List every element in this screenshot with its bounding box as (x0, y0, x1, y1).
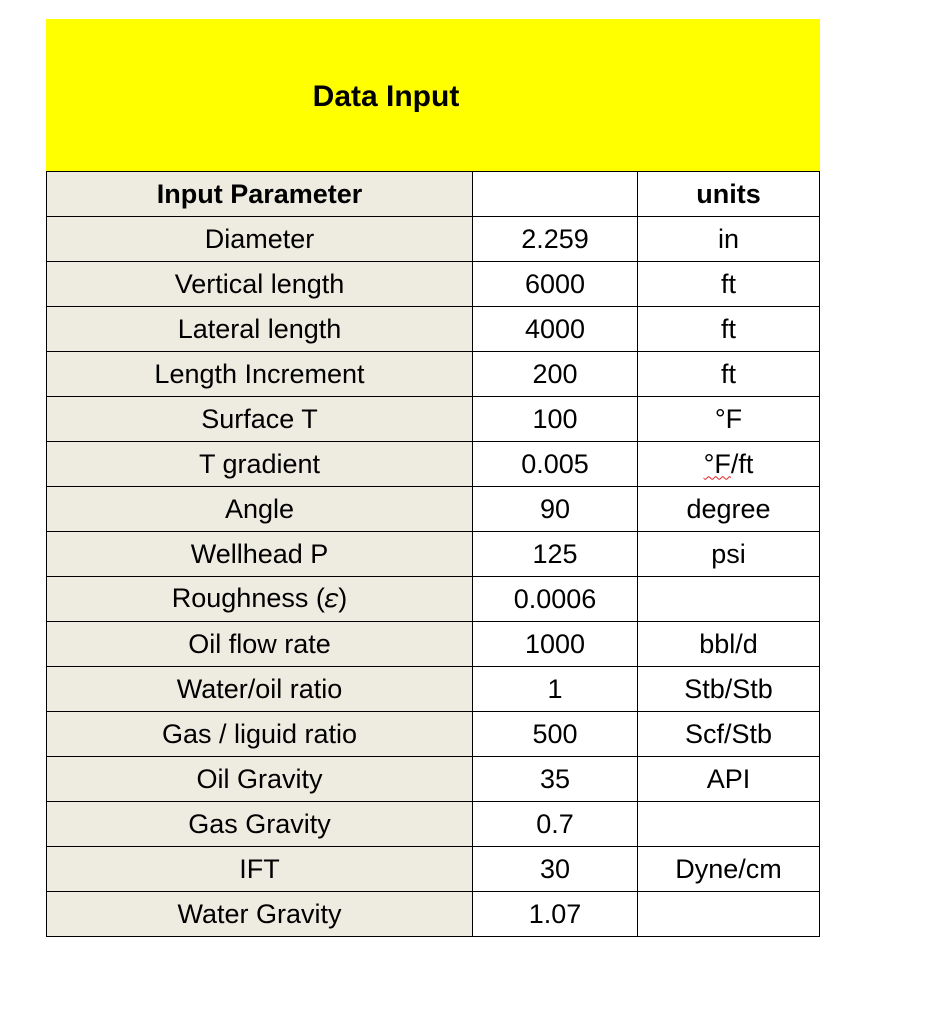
value-cell[interactable]: 100 (473, 397, 638, 442)
column-header-units[interactable]: units (638, 172, 820, 217)
units-cell[interactable]: Stb/Stb (638, 667, 820, 712)
parameter-cell[interactable]: Diameter (47, 217, 473, 262)
table-row (47, 802, 820, 847)
parameter-cell[interactable]: Gas Gravity (47, 802, 473, 847)
parameter-cell[interactable]: T gradient (47, 442, 473, 487)
value-cell[interactable]: 0.7 (473, 802, 638, 847)
table-row (47, 847, 820, 892)
value-cell[interactable]: 30 (473, 847, 638, 892)
table-row (47, 397, 820, 442)
units-cell[interactable] (638, 577, 820, 622)
table-row (47, 442, 820, 487)
parameter-cell[interactable]: Gas / liguid ratio (47, 712, 473, 757)
units-cell[interactable]: psi (638, 532, 820, 577)
parameter-cell[interactable]: Water Gravity (47, 892, 473, 937)
value-cell[interactable]: 6000 (473, 262, 638, 307)
units-cell[interactable] (638, 892, 820, 937)
value-cell[interactable]: 0.005 (473, 442, 638, 487)
units-cell[interactable]: in (638, 217, 820, 262)
parameter-cell[interactable]: Wellhead P (47, 532, 473, 577)
parameter-cell[interactable]: Angle (47, 487, 473, 532)
parameter-cell[interactable]: Oil Gravity (47, 757, 473, 802)
table-row (47, 262, 820, 307)
value-cell[interactable]: 1.07 (473, 892, 638, 937)
table-row (47, 352, 820, 397)
page-title: Data Input (312, 80, 460, 113)
units-cell[interactable]: ft (638, 307, 820, 352)
spellcheck-squiggle: °F (703, 448, 731, 479)
units-cell[interactable]: °F (638, 397, 820, 442)
parameter-cell[interactable]: Roughness (𝜀) (47, 577, 473, 622)
units-cell[interactable] (638, 802, 820, 847)
table-row (47, 757, 820, 802)
value-cell[interactable]: 200 (473, 352, 638, 397)
units-cell[interactable]: bbl/d (638, 622, 820, 667)
units-cell[interactable]: degree (638, 487, 820, 532)
value-cell[interactable]: 125 (473, 532, 638, 577)
table-row (47, 667, 820, 712)
value-cell[interactable]: 4000 (473, 307, 638, 352)
units-cell[interactable]: ft (638, 262, 820, 307)
input-table (46, 171, 820, 937)
value-cell[interactable]: 1000 (473, 622, 638, 667)
table-row (47, 217, 820, 262)
units-cell[interactable]: Scf/Stb (638, 712, 820, 757)
units-cell[interactable]: °F/ft (638, 442, 820, 487)
title-banner (46, 19, 820, 171)
value-cell[interactable]: 2.259 (473, 217, 638, 262)
table-row (47, 622, 820, 667)
value-cell[interactable]: 500 (473, 712, 638, 757)
units-cell[interactable]: API (638, 757, 820, 802)
units-cell[interactable]: Dyne/cm (638, 847, 820, 892)
value-cell[interactable]: 1 (473, 667, 638, 712)
column-header-value[interactable] (473, 172, 638, 217)
table-row (47, 712, 820, 757)
table-row (47, 577, 820, 622)
parameter-cell[interactable]: IFT (47, 847, 473, 892)
units-cell[interactable]: ft (638, 352, 820, 397)
parameter-cell[interactable]: Surface T (47, 397, 473, 442)
value-cell[interactable]: 35 (473, 757, 638, 802)
table-row (47, 892, 820, 937)
parameter-cell[interactable]: Water/oil ratio (47, 667, 473, 712)
table-row (47, 532, 820, 577)
table-header-row (47, 172, 820, 217)
table-row (47, 487, 820, 532)
data-input-sheet (46, 19, 820, 937)
value-cell[interactable]: 90 (473, 487, 638, 532)
value-cell[interactable]: 0.0006 (473, 577, 638, 622)
parameter-cell[interactable]: Length Increment (47, 352, 473, 397)
parameter-cell[interactable]: Oil flow rate (47, 622, 473, 667)
parameter-cell[interactable]: Lateral length (47, 307, 473, 352)
column-header-parameter[interactable]: Input Parameter (47, 172, 473, 217)
table-row (47, 307, 820, 352)
parameter-cell[interactable]: Vertical length (47, 262, 473, 307)
